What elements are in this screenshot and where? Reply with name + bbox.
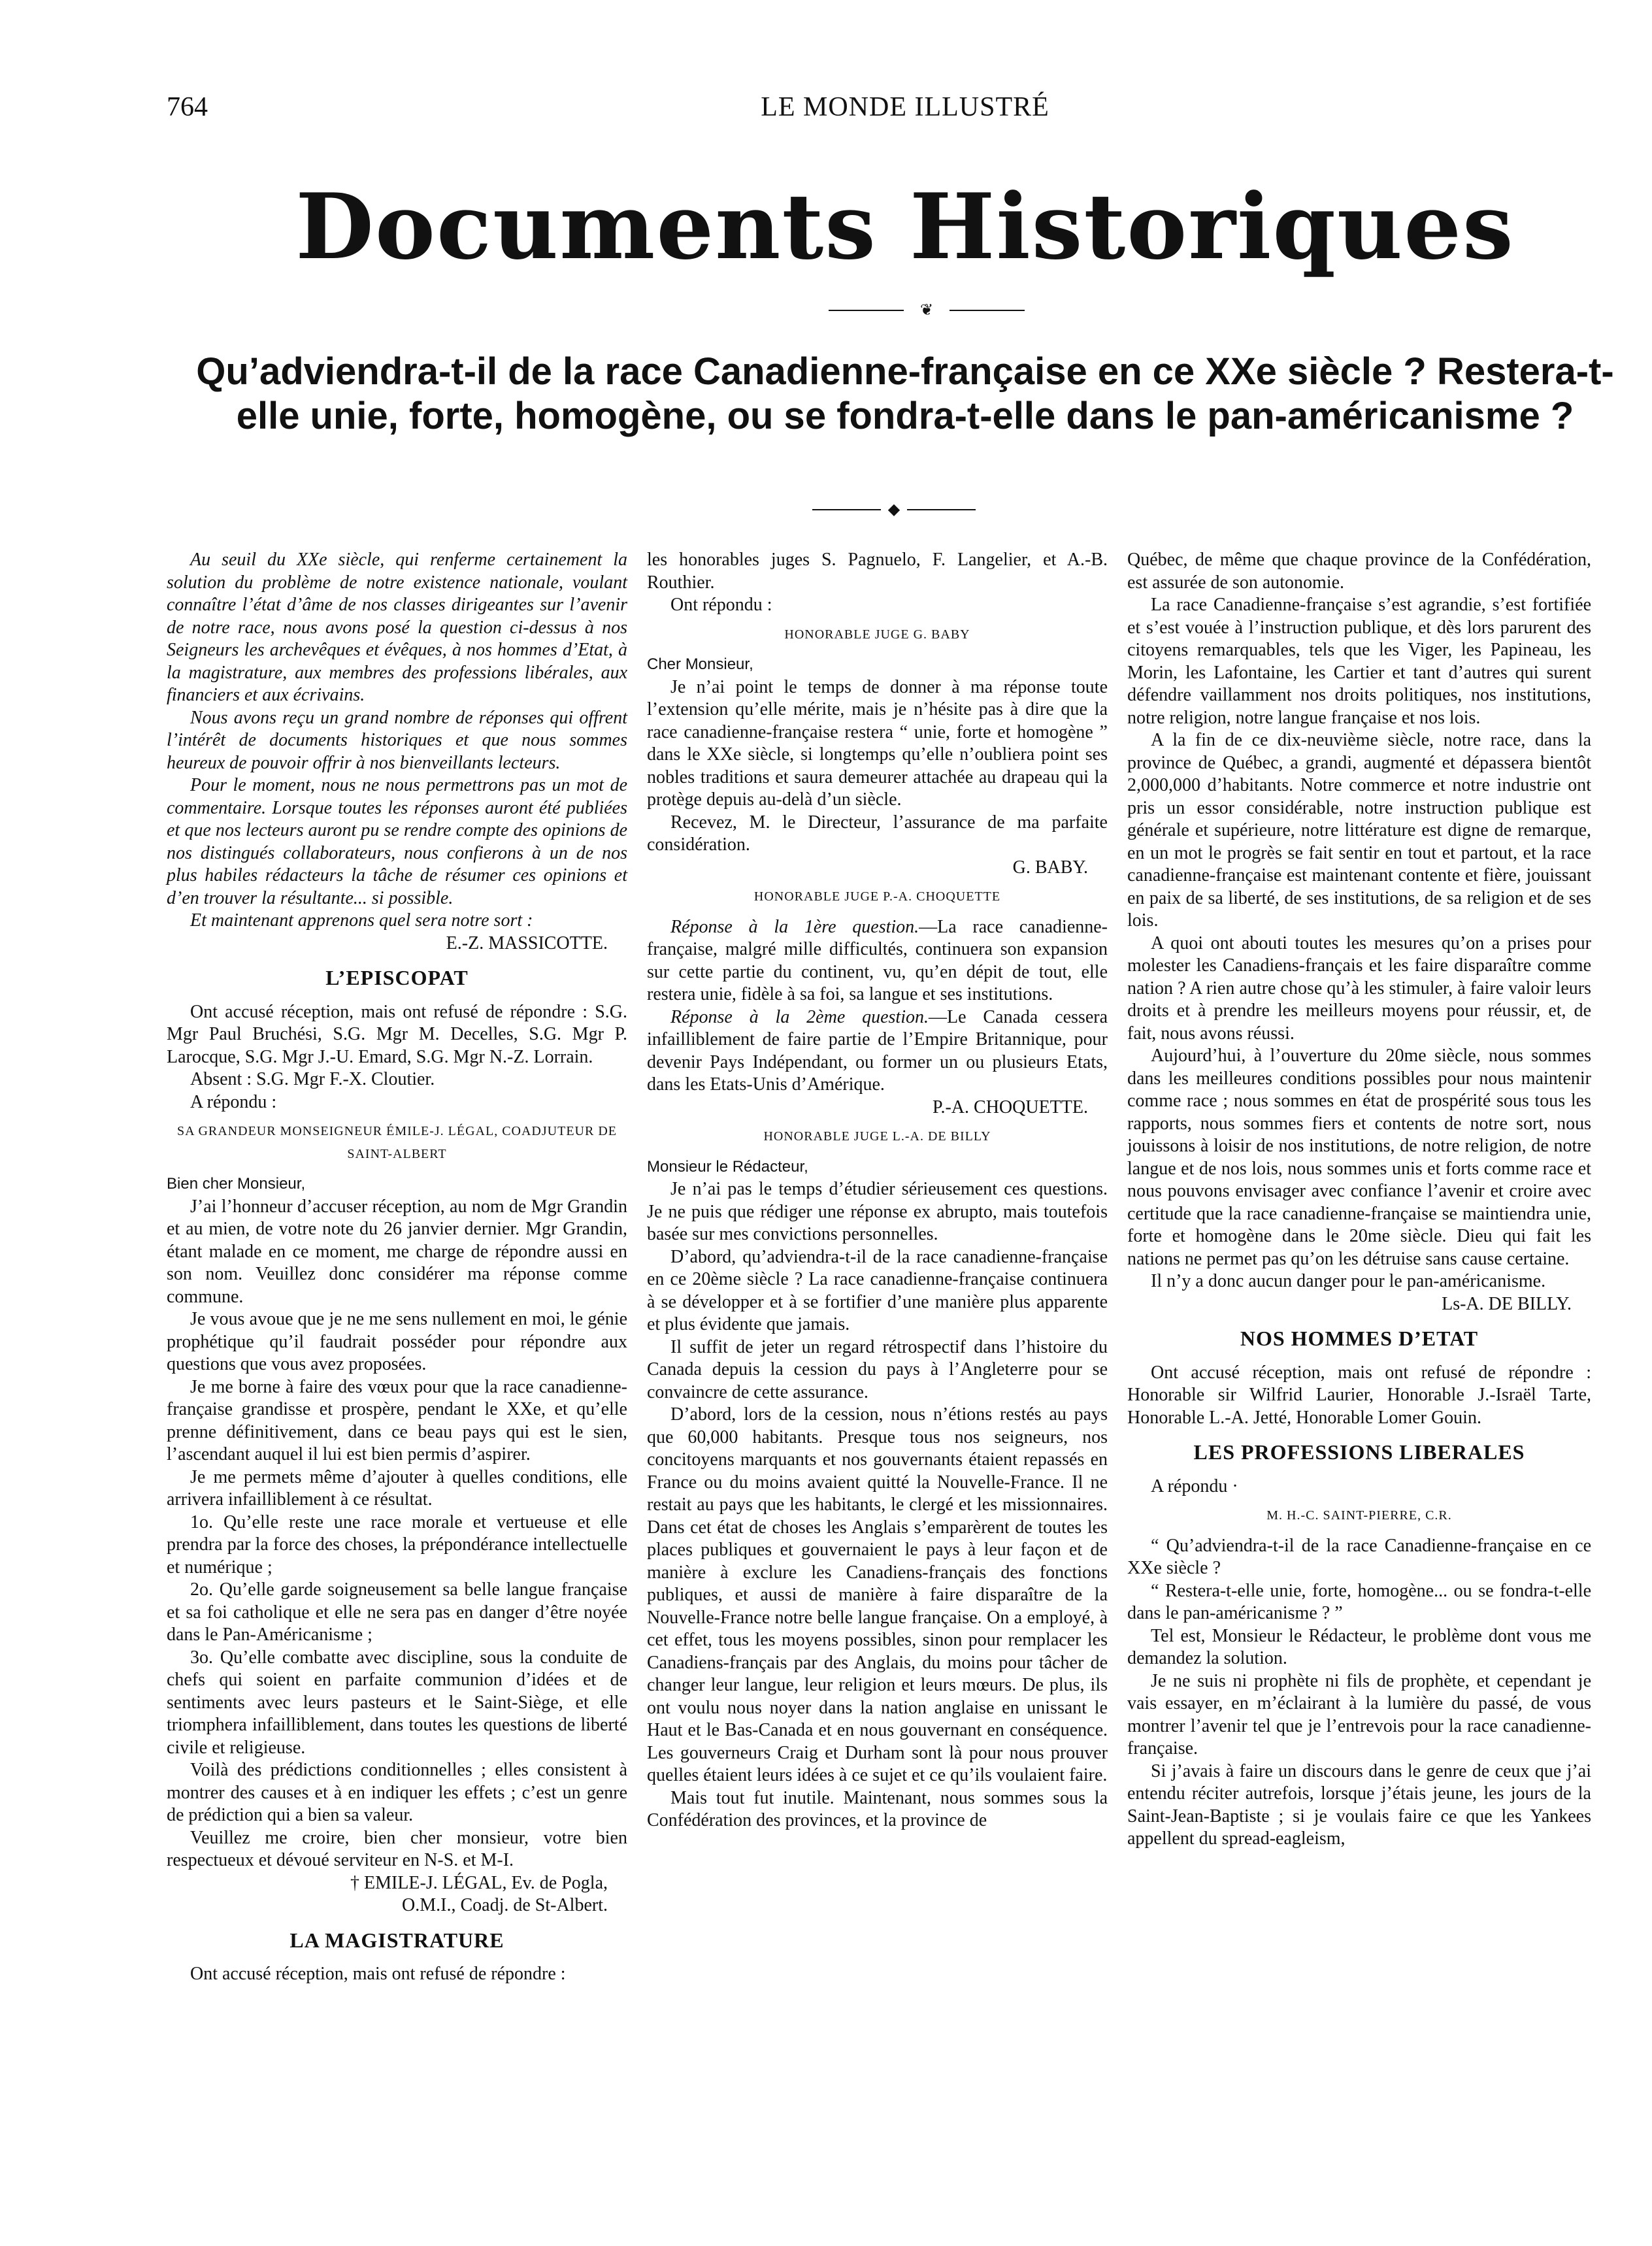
signature: O.M.I., Coadj. de St-Albert.	[402, 1895, 608, 1915]
respondent-heading: SA GRANDEUR MONSEIGNEUR ÉMILE-J. LÉGAL, COADJUTEUR DE SAINT-ALBERT	[177, 1124, 617, 1161]
masthead	[167, 91, 1644, 131]
paragraph: Je me borne à faire des vœux pour que la race canadienne-française grandisse et prospère, pendant le XXe, et qu’elle prenne définitivement, dans ce beau pays qui est le sien, l’ascendant auquel il lui est bien permis d’aspirer.	[167, 1376, 627, 1464]
paragraph: J’ai l’honneur d’accuser réception, au nom de Mgr Grandin et au mien, de votre note du 26 janvier dernier. Mgr Grandin, étant malade en ce moment, me charge de répondre aussi en son nom. Veuillez donc considérer ma réponse comme commune.	[167, 1196, 627, 1307]
question-label: Réponse à la 1ère question.	[670, 916, 919, 937]
signature: P.-A. CHOQUETTE.	[933, 1097, 1088, 1117]
title-ornament	[829, 301, 1025, 320]
paragraph: D’abord, lors de la cession, nous n’étions restés au pays que 60,000 habitants. Presque tous nos seigneurs, nos concitoyens marquants et nos gouvernants étaient repassés en France ou du moins avaient quitté la Nouvelle-France. Il ne restait au pays que les habitants, le clergé et les missionnaires. Dans cet état de choses les Anglais s’emparèrent de toutes les places publiques et gouvernaient le pays à leur façon et de manière à exclure les Canadiens-français des fonctions publiques, et aussi de manière à faire disparaître de la Nouvelle-France notre belle langue française. On a employé, à cet effet, tous les moyens possibles, sinon pour remplacer les Canadiens-français par des Anglais, du moins pour tâcher de changer leur langue, leur religion et leurs mœurs. De plus, ils ont voulu nous noyer dans la nation anglaise en unissant le Haut et le Bas-Canada et en nous gouvernant en conséquence. Les gouverneurs Craig et Durham sont là pour nous prouver quelles étaient leurs idées à ce sujet et ce qu’ils voulaient faire.	[647, 1404, 1108, 1785]
answer-text: —Le Canada cessera infailliblement de faire partie de l’Empire Britannique, pour devenir Pays Indépendant, ou former un ou plusieurs Etats, dans les Etats-Unis d’Amérique.	[647, 1006, 1108, 1095]
paragraph: les honorables juges S. Pagnuelo, F. Langelier, et A.-B. Routhier.	[647, 550, 1108, 593]
ornament-rule-right	[950, 310, 1025, 311]
paragraph: Pour le moment, nous ne nous permettrons pas un mot de commentaire. Lorsque toutes les réponses auront été publiées et que nos lecteurs auront pu se rendre compte des opinions de nos distingués collaborateurs, nous confierons à un de nos plus habiles rédacteurs la tâche de résumer ces opinions et d’en trouver la résultante... si possible.	[167, 775, 627, 908]
paragraph: 3o. Qu’elle combatte avec discipline, sous la conduite de chefs qui soient en parfaite communion d’idées et de sentiments avec leurs pasteurs et le Saint-Siège, et elle triomphera infailliblement, dans toutes les questions de liberté civile et religieuse.	[167, 1647, 627, 1758]
paragraph: “ Qu’adviendra-t-il de la race Canadienne-française en ce XXe siècle ?	[1127, 1535, 1591, 1578]
ornament-rule-left	[812, 509, 881, 510]
paragraph: Québec, de même que chaque province de la Confédération, est assurée de son autonomie.	[1127, 550, 1591, 593]
column-2	[647, 549, 1108, 1832]
page-number: 764	[167, 92, 208, 122]
paragraph: Je ne suis ni prophète ni fils de prophète, et cependant je vais essayer, en m’éclairant à la lumière du passé, de vous montrer l’avenir tel que je l’entrevois pour la race canadienne-française.	[1127, 1670, 1591, 1759]
paragraph: A quoi ont abouti toutes les mesures qu’on a prises pour molester les Canadiens-français et les faire disparaître comme nation ? A rien autre chose qu’à les stimuler, à faire valoir leurs droits et à prendre les meilleurs moyens pour réussir, et, de fait, nous avons réussi.	[1127, 933, 1591, 1044]
paragraph: Tel est, Monsieur le Rédacteur, le problème dont vous me demandez la solution.	[1127, 1625, 1591, 1668]
paragraph: Il n’y a donc aucun danger pour le pan-américanisme.	[1151, 1271, 1546, 1291]
paragraph: Veuillez me croire, bien cher monsieur, votre bien respectueux et dévoué serviteur en N-S. et M-I.	[167, 1827, 627, 1870]
paragraph: Aujourd’hui, à l’ouverture du 20me siècle, nous sommes dans les meilleures conditions possibles pour nous maintenir comme race ; nous sommes en état de prospérité sous tous les rapports, nous sommes fiers et contents de notre sort, nous jouissons à loisir de nos institutions, de notre religion, de notre langue et de nos lois, nous sommes unis et forts comme race et nous pouvons envisager avec confiance l’avenir et croire avec certitude que la race canadienne-française se maintiendra unie, forte et homogène dans le 20me siècle. Dieu qui fait les nations ne permet pas qu’on les détruise sans cause certaine.	[1127, 1046, 1591, 1269]
paragraph: Je n’ai pas le temps d’étudier sérieusement ces questions. Je ne puis que rédiger une réponse ex abrupto, mais toutefois basée sur mes convictions personnelles.	[647, 1179, 1108, 1244]
paragraph: Ont répondu :	[670, 595, 772, 615]
ornament-rule-right	[907, 509, 976, 510]
paragraph: Si j’avais à faire un discours dans le genre de ceux que j’ai entendu réciter autrefois, lorsque j’étais jeune, les jours de la Saint-Jean-Baptiste ; si je voulais faire ce que les Yankees appellent du spread-eagleism,	[1127, 1760, 1591, 1849]
column-1	[167, 549, 627, 1986]
paragraph: Ont accusé réception, mais ont refusé de répondre : S.G. Mgr Paul Bruchési, S.G. Mgr M. Decelles, S.G. Mgr P. Larocque, S.G. Mgr J.-U. Emard, S.G. Mgr N.-Z. Lorrain.	[167, 1001, 627, 1067]
paragraph: A la fin de ce dix-neuvième siècle, notre race, dans la province de Québec, a grandi, augmenté et dépassera bientôt 2,000,000 d’habitants. Notre commerce et notre industrie ont pris un essor considérable, notre instruction publique est générale et supérieure, notre littérature est digne de remarque, en un mot le progrès se fait sentir en tout et partout, et la race canadienne-française est maintenant contente et fière, jouissant en paix de sa liberté, de ses institutions, de sa religion et de ses lois.	[1127, 730, 1591, 931]
paragraph	[647, 916, 1108, 1006]
page-title: Documents Historiques	[295, 173, 1515, 280]
paragraph: Je n’ai point le temps de donner à ma réponse toute l’extension qu’elle mérite, mais je n’hésite pas à dire que la race canadienne-française restera “ unie, forte et homogène ” dans le XXe siècle, si longtemps qu’elle n’oubliera point ses nobles traditions et saura demeurer attachée au drapeau qui la protège depuis au-delà d’un siècle.	[647, 676, 1108, 810]
section-heading: L’EPISCOPAT	[325, 966, 469, 989]
paragraph: La race Canadienne-française s’est agrandie, s’est fortifiée et s’est vouée à l’instruction publique, et dès lors parurent des citoyens remarquables, tels que les Viger, les Papineau, les Morin, les Lafontaine, les Cartier et tant d’autres qui surent défendre vaillamment nos droits politiques, nos institutions, notre religion, notre langue française et nos lois.	[1127, 595, 1591, 728]
paragraph: Il suffit de jeter un regard rétrospectif dans l’histoire du Canada depuis la cession du pays à l’Angleterre pour se convaincre de cette assurance.	[647, 1336, 1108, 1402]
question-label: Réponse à la 2ème question.	[670, 1006, 929, 1027]
signature: † EMILE-J. LÉGAL, Ev. de Pogla,	[350, 1872, 608, 1893]
paragraph: Recevez, M. le Directeur, l’assurance de ma parfaite considération.	[647, 812, 1108, 855]
paragraph: D’abord, qu’adviendra-t-il de la race canadienne-française en ce 20ème siècle ? La race canadienne-française continuera à se développer et à se fortifier d’une manière plus apparente et plus évidente que jamais.	[647, 1246, 1108, 1334]
ornament-flourish-icon: ❦	[919, 302, 934, 319]
paragraph: Je me permets même d’ajouter à quelles conditions, elle arrivera infailliblement à ce résultat.	[167, 1466, 627, 1510]
paragraph: Ont accusé réception, mais ont refusé de répondre : Honorable sir Wilfrid Laurier, Honorable J.-Israël Tarte, Honorable L.-A. Jetté, Honorable Lomer Gouin.	[1127, 1362, 1591, 1428]
salutation: Monsieur le Rédacteur,	[647, 1157, 808, 1176]
signature: G. BABY.	[1012, 857, 1088, 878]
respondent-heading: HONORABLE JUGE G. BABY	[784, 627, 970, 642]
paragraph: Nous avons reçu un grand nombre de réponses qui offrent l’intérêt de documents historiques et que nous sommes heureux de pouvoir offrir à nos bienveillants lecteurs.	[167, 707, 627, 773]
section-heading: LA MAGISTRATURE	[289, 1928, 504, 1952]
column-3	[1127, 549, 1591, 1851]
signature: E.-Z. MASSICOTTE.	[446, 933, 608, 953]
paragraph: Au seuil du XXe siècle, qui renferme certainement la solution du problème de notre existence nationale, voulant connaître l’état d’âme de nos classes dirigeantes sur l’avenir de notre race, nous avons posé la question ci-dessus à nos Seigneurs les archevêques et évêques, à nos hommes d’Etat, à la magistrature, aux membres des professions libérales, aux financiers et aux écrivains.	[167, 550, 627, 705]
paragraph: 2o. Qu’elle garde soigneusement sa belle langue française et sa foi catholique et elle ne sera pas en danger d’être noyée dans le Pan-Américanisme ;	[167, 1579, 627, 1645]
ornament-rule-left	[829, 310, 904, 311]
paragraph: 1o. Qu’elle reste une race morale et vertueuse et elle prendra par la force des choses, la prépondérance intellectuelle et numérique ;	[167, 1511, 627, 1577]
paragraph	[647, 1006, 1108, 1097]
respondent-heading: M. H.-C. SAINT-PIERRE, C.R.	[1266, 1508, 1452, 1523]
paragraph: Mais tout fut inutile. Maintenant, nous sommes sous la Confédération des provinces, et la province de	[647, 1787, 1108, 1830]
salutation: Bien cher Monsieur,	[167, 1175, 306, 1193]
section-heading: NOS HOMMES D’ETAT	[1240, 1327, 1479, 1350]
paragraph: Voilà des prédictions conditionnelles ; elles consistent à montrer des causes et à en indiquer les effets ; c’est un genre de prédiction qui a bien sa valeur.	[167, 1760, 627, 1825]
paragraph: Absent : S.G. Mgr F.-X. Cloutier.	[190, 1069, 435, 1089]
section-heading: LES PROFESSIONS LIBERALES	[1193, 1440, 1525, 1464]
paragraph: A répondu ·	[1151, 1476, 1238, 1496]
subtitle: Qu’adviendra-t-il de la race Canadienne-française en ce XXe siècle ? Restera-t-elle unie, forte, homogène, ou se fondra-t-elle dans le pan-américanisme ?	[196, 350, 1614, 437]
ornament-diamond-icon: ◆	[887, 501, 900, 518]
journal-title: LE MONDE ILLUSTRÉ	[761, 92, 1049, 122]
paragraph: Ont accusé réception, mais ont refusé de répondre :	[190, 1964, 566, 1984]
respondent-heading: HONORABLE JUGE P.-A. CHOQUETTE	[753, 889, 1001, 904]
paragraph: A répondu :	[190, 1091, 277, 1112]
answer-text: —La race canadienne-française, malgré mille difficultés, continuera son expansion sur cette partie du continent, vu, qu’en dépit de tout, elle restera unie, fidèle à sa foi, sa langue et ses institutions.	[647, 916, 1108, 1004]
paragraph: Et maintenant apprenons quel sera notre sort :	[190, 910, 533, 931]
subtitle-ornament	[812, 500, 976, 520]
paragraph: Je vous avoue que je ne me sens nullement en moi, le génie prophétique qu’il faudrait posséder pour répondre aux questions que vous avez proposées.	[167, 1309, 627, 1374]
respondent-heading: HONORABLE JUGE L.-A. DE BILLY	[763, 1129, 991, 1144]
paragraph: “ Restera-t-elle unie, forte, homogène... ou se fondra-t-elle dans le pan-américanisme ? ”	[1127, 1580, 1591, 1623]
signature: Ls-A. DE BILLY.	[1442, 1293, 1572, 1314]
salutation: Cher Monsieur,	[647, 655, 753, 673]
